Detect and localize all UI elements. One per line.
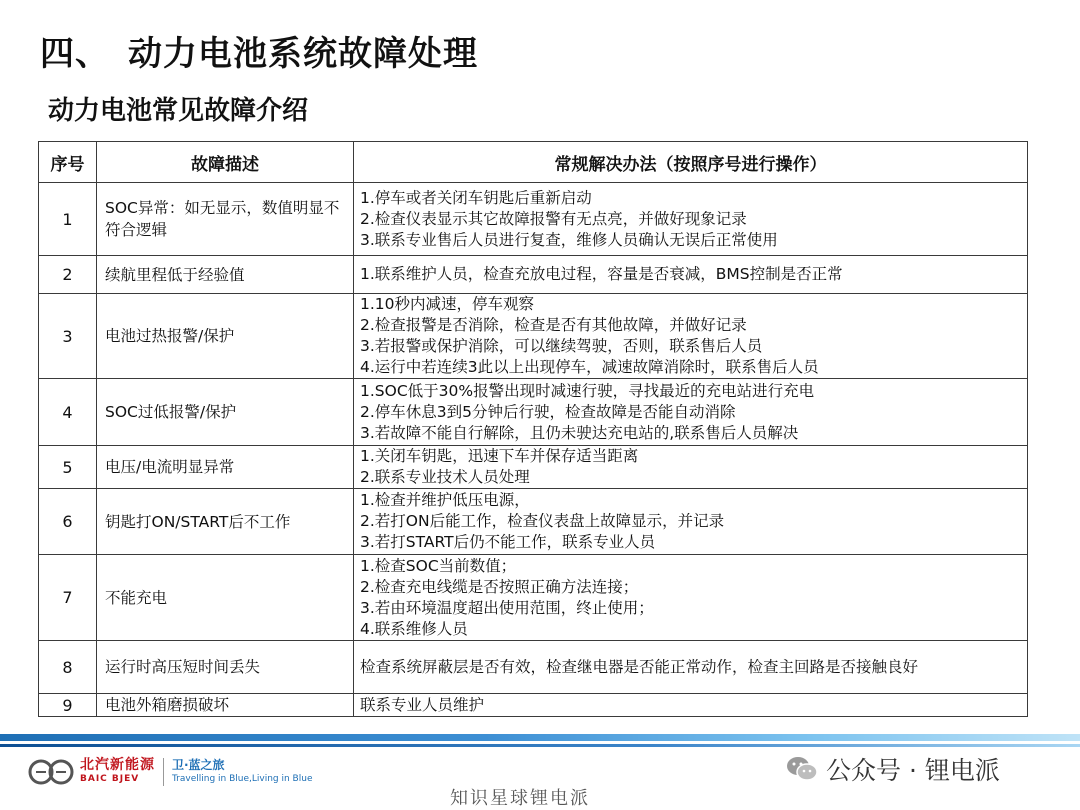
row-solution — [354, 446, 1028, 489]
solution-step: 3.若故障不能自行解除，且仍未驶达充电站的,联系售后人员解决 — [360, 423, 799, 442]
table-row — [39, 694, 1028, 717]
solution-step: 3.若报警或保护消除，可以继续驾驶，否则，联系售后人员 — [360, 337, 763, 355]
solution-step: 3.若打START后仍不能工作，联系专业人员 — [360, 533, 656, 551]
row-description: 电池外箱磨损破坏 — [97, 694, 354, 717]
solution-step: 1.检查并维护低压电源， — [360, 491, 530, 509]
footer-blue-bar — [0, 734, 1080, 741]
solution-step: 1.停车或者关闭车钥匙后重新启动 — [360, 188, 592, 207]
row-description: 续航里程低于经验值 — [97, 256, 354, 294]
row-seq: 4 — [39, 379, 97, 446]
solution-step: 2.检查仪表显示其它故障报警有无点亮，并做好现象记录 — [360, 209, 747, 228]
solution-step: 4.运行中若连续3此以上出现停车，减速故障消除时，联系售后人员 — [360, 358, 819, 376]
slogan-cn: 卫·蓝之旅 — [172, 758, 225, 772]
solution-step: 4.联系维修人员 — [360, 619, 468, 638]
table-header-row — [39, 142, 1028, 183]
solution-step: 检查系统屏蔽层是否有效，检查继电器是否能正常动作，检查主回路是否接触良好 — [360, 657, 919, 676]
wechat-account — [786, 751, 1000, 787]
row-seq: 6 — [39, 489, 97, 555]
table-row — [39, 489, 1028, 555]
header-description: 故障描述 — [97, 142, 354, 183]
row-description: 不能充电 — [97, 555, 354, 641]
solution-step: 2.检查报警是否消除，检查是否有其他故障，并做好记录 — [360, 316, 747, 334]
row-solution — [354, 183, 1028, 256]
table-row — [39, 379, 1028, 446]
row-solution — [354, 294, 1028, 379]
row-description: 电压/电流明显异常 — [97, 446, 354, 489]
table-row — [39, 183, 1028, 256]
table-row — [39, 446, 1028, 489]
wechat-icon — [786, 755, 818, 783]
logo-text-en: BAIC BJEV — [80, 774, 140, 784]
section-title: 动力电池系统故障处理 — [128, 34, 478, 74]
row-solution — [354, 694, 1028, 717]
row-seq: 5 — [39, 446, 97, 489]
row-description: 运行时高压短时间丢失 — [97, 641, 354, 694]
row-description: SOC过低报警/保护 — [97, 379, 354, 446]
row-seq: 8 — [39, 641, 97, 694]
row-seq: 3 — [39, 294, 97, 379]
header-seq: 序号 — [39, 142, 97, 183]
watermark-text: 知识星球锂电派 — [450, 788, 590, 809]
table-row — [39, 294, 1028, 379]
solution-step: 2.联系专业技术人员处理 — [360, 468, 530, 486]
solution-step: 1.10秒内减速，停车观察 — [360, 295, 535, 313]
row-description: 钥匙打ON/START后不工作 — [97, 489, 354, 555]
row-seq: 2 — [39, 256, 97, 294]
page-title — [40, 26, 478, 75]
row-solution — [354, 555, 1028, 641]
fault-table — [38, 141, 1028, 717]
table-row — [39, 641, 1028, 694]
brand-logo — [28, 758, 312, 786]
row-solution — [354, 489, 1028, 555]
solution-step: 2.检查充电线缆是否按照正确方法连接； — [360, 577, 639, 596]
solution-step: 联系专业人员维护 — [360, 695, 485, 714]
header-solution: 常规解决办法（按照序号进行操作） — [354, 142, 1028, 183]
solution-step: 2.若打ON后能工作，检查仪表盘上故障显示，并记录 — [360, 512, 725, 530]
solution-step: 1.检查SOC当前数值； — [360, 556, 517, 575]
logo-divider — [163, 758, 164, 786]
row-seq: 1 — [39, 183, 97, 256]
row-solution — [354, 256, 1028, 294]
row-seq: 9 — [39, 694, 97, 717]
page-subtitle: 动力电池常见故障介绍 — [48, 96, 309, 126]
solution-step: 1.关闭车钥匙，迅速下车并保存适当距离 — [360, 447, 639, 465]
section-number: 四、 — [40, 34, 110, 74]
solution-step: 1.SOC低于30%报警出现时减速行驶，寻找最近的充电站进行充电 — [360, 381, 815, 400]
solution-step: 3.若由环境温度超出使用范围，终止使用； — [360, 598, 654, 617]
row-seq: 7 — [39, 555, 97, 641]
logo-text-cn: 北汽新能源 — [80, 757, 155, 773]
row-solution — [354, 379, 1028, 446]
wechat-label: 公众号 · 锂电派 — [826, 756, 1000, 785]
slogan-en: Travelling in Blue,Living in Blue — [172, 774, 313, 784]
baic-logo-mark-icon — [28, 759, 74, 785]
table-row — [39, 256, 1028, 294]
footer-thin-bar — [0, 744, 1080, 747]
table-row — [39, 555, 1028, 641]
solution-step: 2.停车休息3到5分钟后行驶，检查故障是否能自动消除 — [360, 402, 736, 421]
row-solution — [354, 641, 1028, 694]
solution-step: 1.联系维护人员，检查充放电过程，容量是否衰减，BMS控制是否正常 — [360, 265, 843, 283]
row-description: 电池过热报警/保护 — [97, 294, 354, 379]
row-description: SOC异常：如无显示，数值明显不符合逻辑 — [97, 183, 354, 256]
solution-step: 3.联系专业售后人员进行复查，维修人员确认无误后正常使用 — [360, 230, 778, 249]
